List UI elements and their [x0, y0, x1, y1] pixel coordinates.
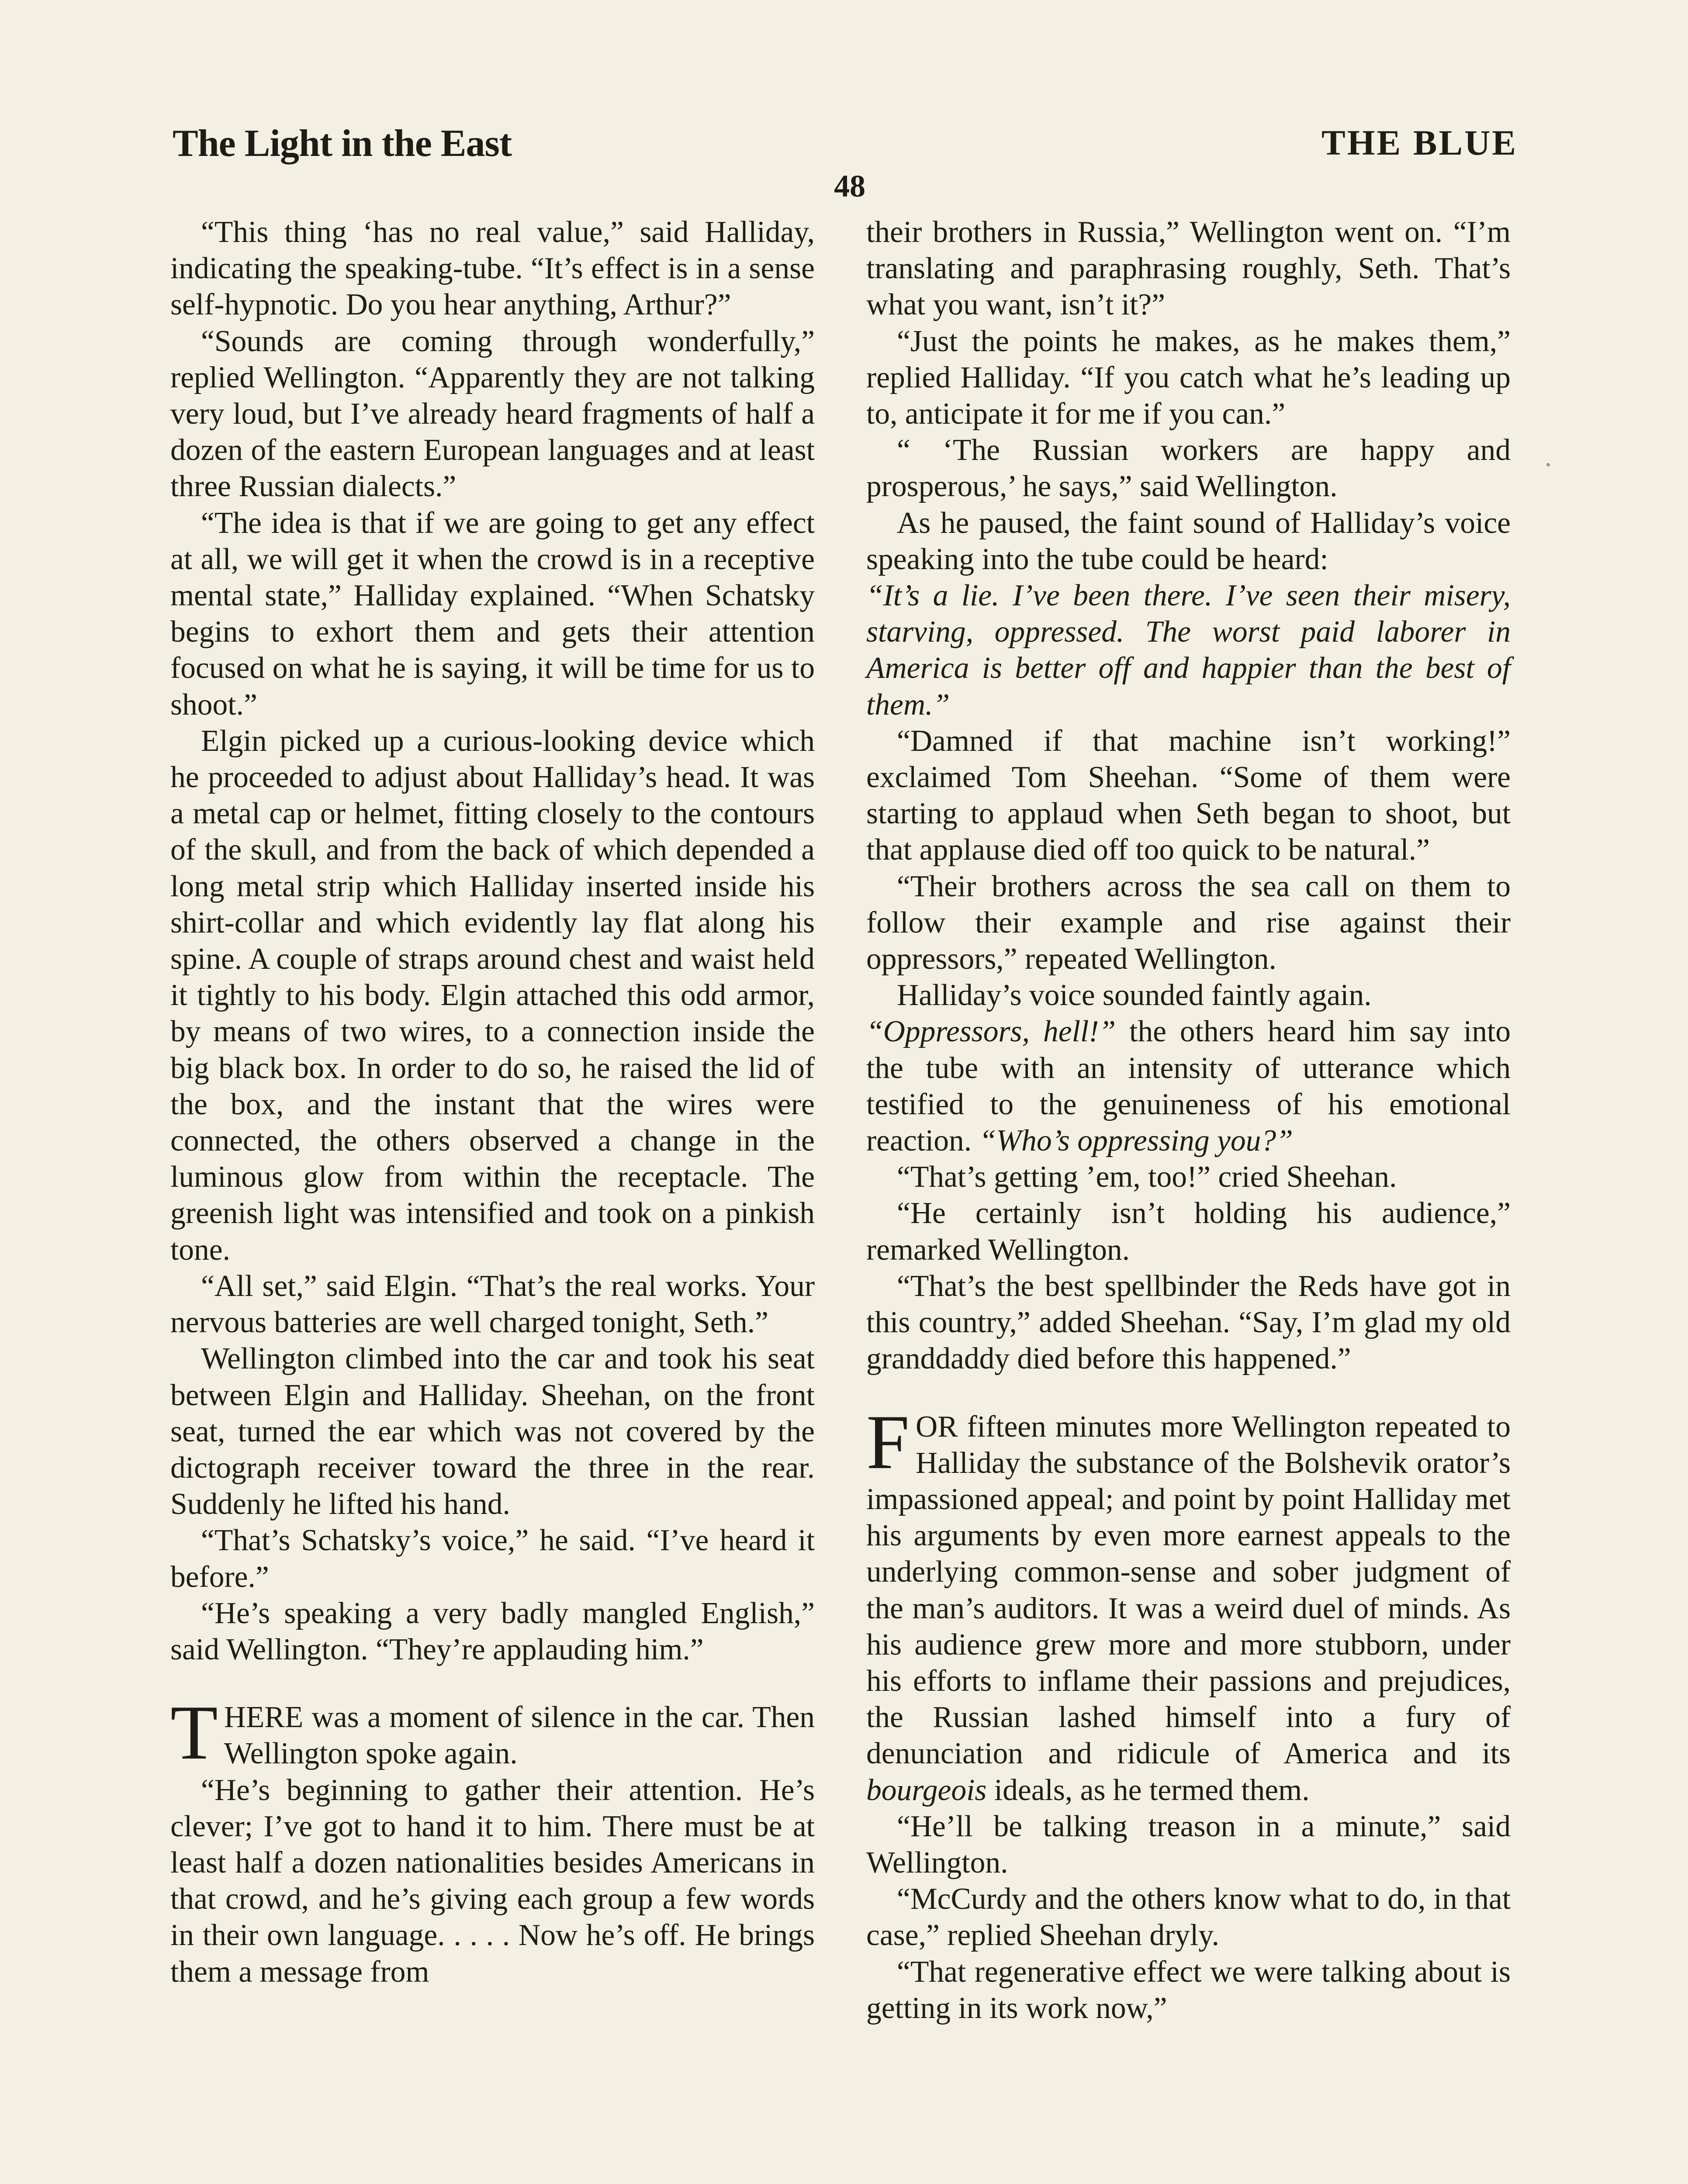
- paragraph: “That’s getting ’em, too!” cried Sheehan.: [897, 1160, 1397, 1194]
- paragraph-text: ideals, as he termed them.: [986, 1773, 1310, 1807]
- magazine-name: THE BLUE: [1321, 123, 1518, 162]
- section-opening-paragraph: [170, 1689, 815, 1776]
- paragraph: “McCurdy and the others know what to do, in that case,” replied Sheehan dryly.: [866, 1882, 1511, 1952]
- paragraph: “He certainly isn’t holding his audience,” remarked Wellington.: [866, 1196, 1511, 1267]
- paragraph: “That’s the best spellbinder the Reds have got in this country,” added Sheehan. “Say, I’m glad my old granddaddy died before this happened.”: [866, 1269, 1511, 1376]
- drop-cap: T: [170, 1689, 218, 1776]
- italic-quote: “Who’s oppressing you?”: [979, 1124, 1293, 1158]
- paragraph: “That regenerative effect we were talking about is getting in its work now,”: [866, 1955, 1511, 2025]
- paragraph: “Sounds are coming through wonderfully,” replied Wellington. “Apparently they are not talking very loud, but I’ve already heard fragments of half a dozen of the eastern European languages and at least three Russian dialects.”: [170, 324, 815, 504]
- paragraph: “He’ll be talking treason in a minute,” said Wellington.: [866, 1809, 1511, 1880]
- paragraph-text: the others heard him say into the tube with an intensity of utterance which testified to the genuineness of his emotional reaction.: [866, 1015, 1511, 1158]
- paragraph: “All set,” said Elgin. “That’s the real works. Your nervous batteries are well charged tonight, Seth.”: [170, 1269, 815, 1340]
- paragraph: Halliday’s voice sounded faintly again.: [897, 978, 1372, 1013]
- page-number: 48: [834, 169, 865, 204]
- left-column: [170, 214, 815, 1990]
- paper-speck: [1546, 463, 1550, 467]
- paragraph-text: HERE was a moment of silence in the car. Then Wellington spoke again.: [224, 1700, 815, 1771]
- drop-cap: F: [866, 1398, 910, 1485]
- paragraph: “He’s speaking a very badly mangled English,” said Wellington. “They’re applauding him.”: [170, 1596, 815, 1666]
- paragraph-text: OR fifteen minutes more Wellington repeated to Halliday the substance of the Bolshevik orator’s impassioned appeal; and point by point Halliday met his arguments by even more earnest appeals to the underlying common-sense and sober judgment of the man’s auditors. It was a weird duel of minds. As his audience grew more and more stubborn, under his efforts to inflame their passions and prejudices, the Russian lashed himself into a fury of denunciation and ridicule of America and its: [866, 1410, 1511, 1771]
- section-opening-paragraph: [866, 1398, 1511, 1808]
- paragraph: As he paused, the faint sound of Halliday’s voice speaking into the tube could be heard:: [866, 506, 1511, 576]
- story-title: The Light in the East: [173, 122, 512, 165]
- paragraph: “Just the points he makes, as he makes them,” replied Halliday. “If you catch what he’s leading up to, anticipate it for me if you can.”: [866, 324, 1511, 431]
- paragraph: “Their brothers across the sea call on them to follow their example and rise against their oppressors,” repeated Wellington.: [866, 869, 1511, 976]
- italic-quote: “Oppressors, hell!”: [866, 1015, 1116, 1049]
- right-column: [866, 214, 1511, 2026]
- italic-word: bourgeois: [866, 1773, 987, 1807]
- paragraph: “That’s Schatsky’s voice,” he said. “I’ve heard it before.”: [170, 1524, 815, 1594]
- paragraph: “The idea is that if we are going to get any effect at all, we will get it when the crowd is in a receptive mental state,” Halliday explained. “When Schatsky begins to exhort them and gets their attention focused on what he is saying, it will be time for us to shoot.”: [170, 506, 815, 722]
- italic-quote: “It’s a lie. I’ve been there. I’ve seen their misery, starving, oppressed. The worst paid laborer in America is better off and happier than the best of them.”: [866, 579, 1511, 722]
- paragraph: “ ‘The Russian workers are happy and prosperous,’ he says,” said Wellington.: [866, 433, 1511, 504]
- paragraph: Wellington climbed into the car and took his seat between Elgin and Halliday. Sheehan, on the front seat, turned the ear which was not covered by the dictograph receiver toward the three in the rear. Suddenly he lifted his hand.: [170, 1342, 815, 1521]
- paragraph-continued: their brothers in Russia,” Wellington went on. “I’m translating and paraphrasing roughly, Seth. That’s what you want, isn’t it?”: [866, 215, 1511, 322]
- paragraph: “This thing ‘has no real value,” said Halliday, indicating the speaking-tube. “It’s effect is in a sense self-hypnotic. Do you hear anything, Arthur?”: [170, 215, 815, 322]
- paragraph-mixed: [866, 1013, 1511, 1159]
- paragraph: Elgin picked up a curious-looking device which he proceeded to adjust about Halliday’s head. It was a metal cap or helmet, fitting closely to the contours of the skull, and from the back of which depended a long metal strip which Halliday inserted inside his shirt-collar and which evidently lay flat along his spine. A couple of straps around chest and waist held it tightly to his body. Elgin attached this odd armor, by means of two wires, to a connection inside the big black box. In order to do so, he raised the lid of the box, and the instant that the wires were connected, the others observed a change in the luminous glow from within the receptacle. The greenish light was intensified and took on a pinkish tone.: [170, 724, 815, 1267]
- paragraph: “Damned if that machine isn’t working!” exclaimed Tom Sheehan. “Some of them were starting to applaud when Seth began to shoot, but that applause died off too quick to be natural.”: [866, 724, 1511, 867]
- paragraph: “He’s beginning to gather their attention. He’s clever; I’ve got to hand it to him. There must be at least half a dozen nationalities besides Americans in that crowd, and he’s giving each group a few words in their own language. . . . . Now he’s off. He brings them a message from: [170, 1773, 815, 1989]
